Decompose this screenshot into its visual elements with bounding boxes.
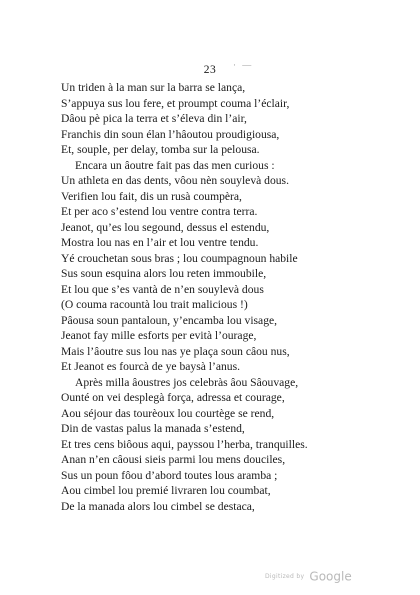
verse-line: Pâousa soun pantaloun, y’encamba lou visage,	[61, 313, 278, 327]
verse-line: Sus soun esquina alors lou reten immoubile,	[61, 267, 267, 280]
verse-line: Et Jeanot es fourcà de ye baysà l’anus.	[61, 360, 240, 373]
verse-line: Après milla âoustres jos celebràs âou Sâouvage,	[75, 375, 299, 389]
verse-line: Jeanot fay mille esforts per evità l’ourage,	[61, 329, 257, 342]
verse-line: Mais l’âoutre sus lou nas ye plaça soun câou nus,	[61, 344, 290, 358]
verse-line: S’appuya sus lou fere, et proumpt couma l’éclair,	[61, 96, 290, 110]
watermark-brand: Google	[309, 569, 352, 584]
verse-line: Mostra lou nas en l’air et lou ventre tendu.	[61, 236, 259, 249]
verse-line: Encara un âoutre fait pas das men curious :	[75, 158, 275, 172]
verse-line: Yé crouchetan sous bras ; lou coumpagnoun habile	[61, 251, 298, 265]
verse-line: Ounté on vei desplegà força, adressa et courage,	[61, 391, 285, 404]
verse-line: Verifien lou fait, dis un rusà coumpèra,	[61, 189, 242, 203]
verse-line: De la manada alors lou cimbel se destaca,	[61, 499, 255, 513]
verse-line: Et lou que s’es vantà de n’en souylevà dous	[61, 282, 264, 296]
verse-line: Un athleta en das dents, vôou nèn souylevà dous.	[61, 174, 289, 187]
verse-line: Franchis din soun élan l’hâoutou proudigiousa,	[61, 127, 280, 141]
verse-line: Et, souple, per delay, tomba sur la pelousa.	[61, 143, 260, 156]
verse-block	[61, 80, 361, 514]
page-number: 23	[203, 64, 217, 76]
verse-line: Dâou pè pica la terra et s’éleva din l’air,	[61, 112, 247, 125]
digitization-watermark	[265, 566, 352, 585]
verse-line: Anan n’en câousi sieis parmi lou mens douciles,	[61, 453, 286, 466]
verse-line: Et per aco s’estend lou ventre contra terra.	[61, 205, 258, 218]
verse-line: Et tres cens biôous aqui, payssou l’herba, tranquilles.	[61, 437, 308, 451]
verse-line: Un triden à la man sur la barra se lança,	[61, 81, 246, 94]
stray-print-mark: · —	[233, 60, 254, 70]
verse-line: Din de vastas palus la manada s’estend,	[61, 422, 245, 435]
watermark-prefix: Digitized by	[265, 573, 305, 580]
verse-line: (O couma racountà lou trait malicious !)	[61, 298, 248, 311]
verse-line: Aou séjour das tourèoux lou courtège se rend,	[61, 406, 275, 420]
verse-line: Aou cimbel lou premié livraren lou coumbat,	[61, 484, 271, 497]
verse-line: Jeanot, qu’es lou segound, dessus el estendu,	[61, 220, 270, 234]
verse-line: Sus un poun fôou d’abord toutes lous aramba ;	[61, 468, 278, 482]
